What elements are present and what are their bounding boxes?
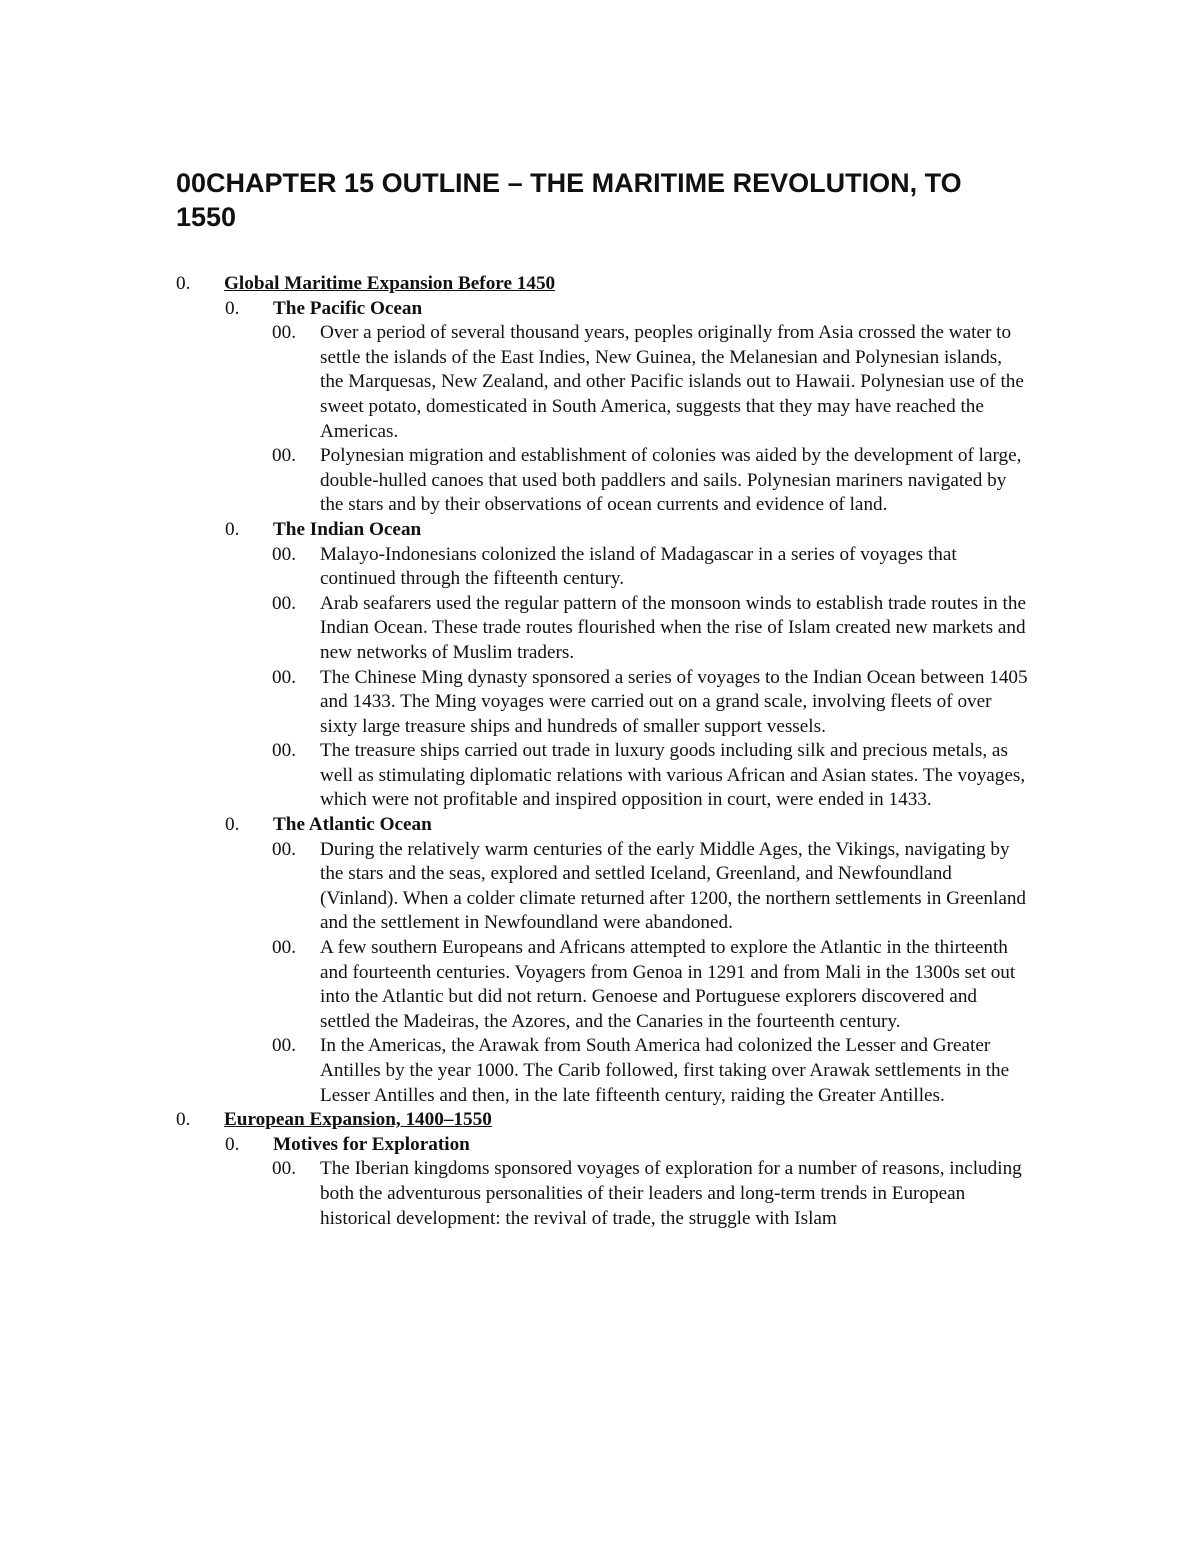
- item-text: Arab seafarers used the regular pattern of the monsoon winds to establish trade routes in the Indian Ocean. These trade routes flourished when the rise of Islam created new markets and new networks of Muslim traders.: [320, 592, 1026, 663]
- item-text: The Chinese Ming dynasty sponsored a series of voyages to the Indian Ocean between 1405 and 1433. The Ming voyages were carried out on a grand scale, involving fleets of over sixty large treasure ships and hundreds of smaller support vessels.: [320, 666, 1028, 737]
- item-number: 00.: [272, 937, 296, 959]
- outline-item: [0, 1157, 1200, 1231]
- section-heading: [0, 1108, 1200, 1133]
- subsection-title: Motives for Exploration: [273, 1133, 470, 1155]
- subsection-title: The Atlantic Ocean: [273, 814, 432, 836]
- subsection-number: 0.: [225, 1133, 240, 1155]
- section-number: 0.: [176, 1109, 191, 1131]
- item-text: In the Americas, the Arawak from South America had colonized the Lesser and Greater Antilles by the year 1000. The Carib followed, first taking over Arawak settlements in the Lesser Antilles and then, in the late fifteenth century, raiding the Greater Antilles.: [320, 1035, 1010, 1106]
- outline-item: [0, 838, 1200, 936]
- item-text: During the relatively warm centuries of the early Middle Ages, the Vikings, navigating by the stars and the seas, explored and settled Iceland, Greenland, and Newfoundland (Vinland). When a colder climate returned after 1200, the northern settlements in Greenland and the settlement in Newfoundland were abandoned.: [320, 838, 1027, 934]
- outline-item: [0, 444, 1200, 518]
- item-number: 00.: [272, 666, 296, 688]
- item-number: 00.: [272, 1158, 296, 1180]
- item-text: The Iberian kingdoms sponsored voyages of exploration for a number of reasons, including both the adventurous personalities of their leaders and long-term trends in European historical development: the revival of trade, the struggle with Islam: [320, 1158, 1022, 1229]
- outline-item: [0, 592, 1200, 666]
- item-text: A few southern Europeans and Africans attempted to explore the Atlantic in the thirteenth and fourteenth centuries. Voyagers from Genoa in 1291 and from Mali in the 1300s set out into the Atlantic but did not return. Genoese and Portuguese explorers discovered and settled the Madeiras, the Azores, and the Canaries in the fourteenth century.: [320, 937, 1016, 1032]
- outline-item: [0, 739, 1200, 813]
- outline-item: [0, 1034, 1200, 1108]
- subsection-number: 0.: [225, 814, 240, 836]
- item-text: The treasure ships carried out trade in luxury goods including silk and precious metals, as well as stimulating diplomatic relations with various African and Asian states. The voyages, which were not profitable and inspired opposition in court, were ended in 1433.: [320, 740, 1026, 811]
- item-text: Malayo-Indonesians colonized the island of Madagascar in a series of voyages that continued through the fifteenth century.: [320, 543, 957, 590]
- document-title: 00CHAPTER 15 OUTLINE – THE MARITIME REVOLUTION, TO 1550: [176, 168, 962, 232]
- subsection-heading: [0, 813, 1200, 838]
- section-heading: [0, 272, 1200, 297]
- item-number: 00.: [272, 543, 296, 565]
- outline: [0, 272, 1200, 1231]
- outline-item: [0, 936, 1200, 1034]
- item-number: 00.: [272, 322, 296, 344]
- outline-item: [0, 666, 1200, 740]
- subsection-number: 0.: [225, 518, 240, 540]
- subsection-heading: [0, 297, 1200, 322]
- item-number: 00.: [272, 445, 296, 467]
- section-title: European Expansion, 1400–1550: [224, 1109, 492, 1131]
- item-text: Over a period of several thousand years, peoples originally from Asia crossed the water to settle the islands of the East Indies, New Guinea, the Melanesian and Polynesian islands, the Marquesas, New Zealand, and other Pacific islands out to Hawaii. Polynesian use of the sweet potato, domesticated in South America, suggests that they may have reached the Americas.: [320, 322, 1024, 442]
- subsection-number: 0.: [225, 297, 240, 319]
- item-number: 00.: [272, 838, 296, 860]
- subsection-heading: [0, 518, 1200, 543]
- section-number: 0.: [176, 273, 191, 294]
- subsection-title: The Indian Ocean: [273, 518, 422, 540]
- item-number: 00.: [272, 592, 296, 614]
- item-text: Polynesian migration and establishment of colonies was aided by the development of large, double-hulled canoes that used both paddlers and sails. Polynesian mariners navigated by the stars and by their observations of ocean currents and evidence of land.: [320, 445, 1022, 516]
- item-number: 00.: [272, 1035, 296, 1057]
- subsection-heading: [0, 1133, 1200, 1158]
- subsection-title: The Pacific Ocean: [273, 297, 423, 319]
- item-number: 00.: [272, 740, 296, 762]
- section-title: Global Maritime Expansion Before 1450: [224, 273, 556, 294]
- outline-item: [0, 321, 1200, 444]
- outline-item: [0, 543, 1200, 592]
